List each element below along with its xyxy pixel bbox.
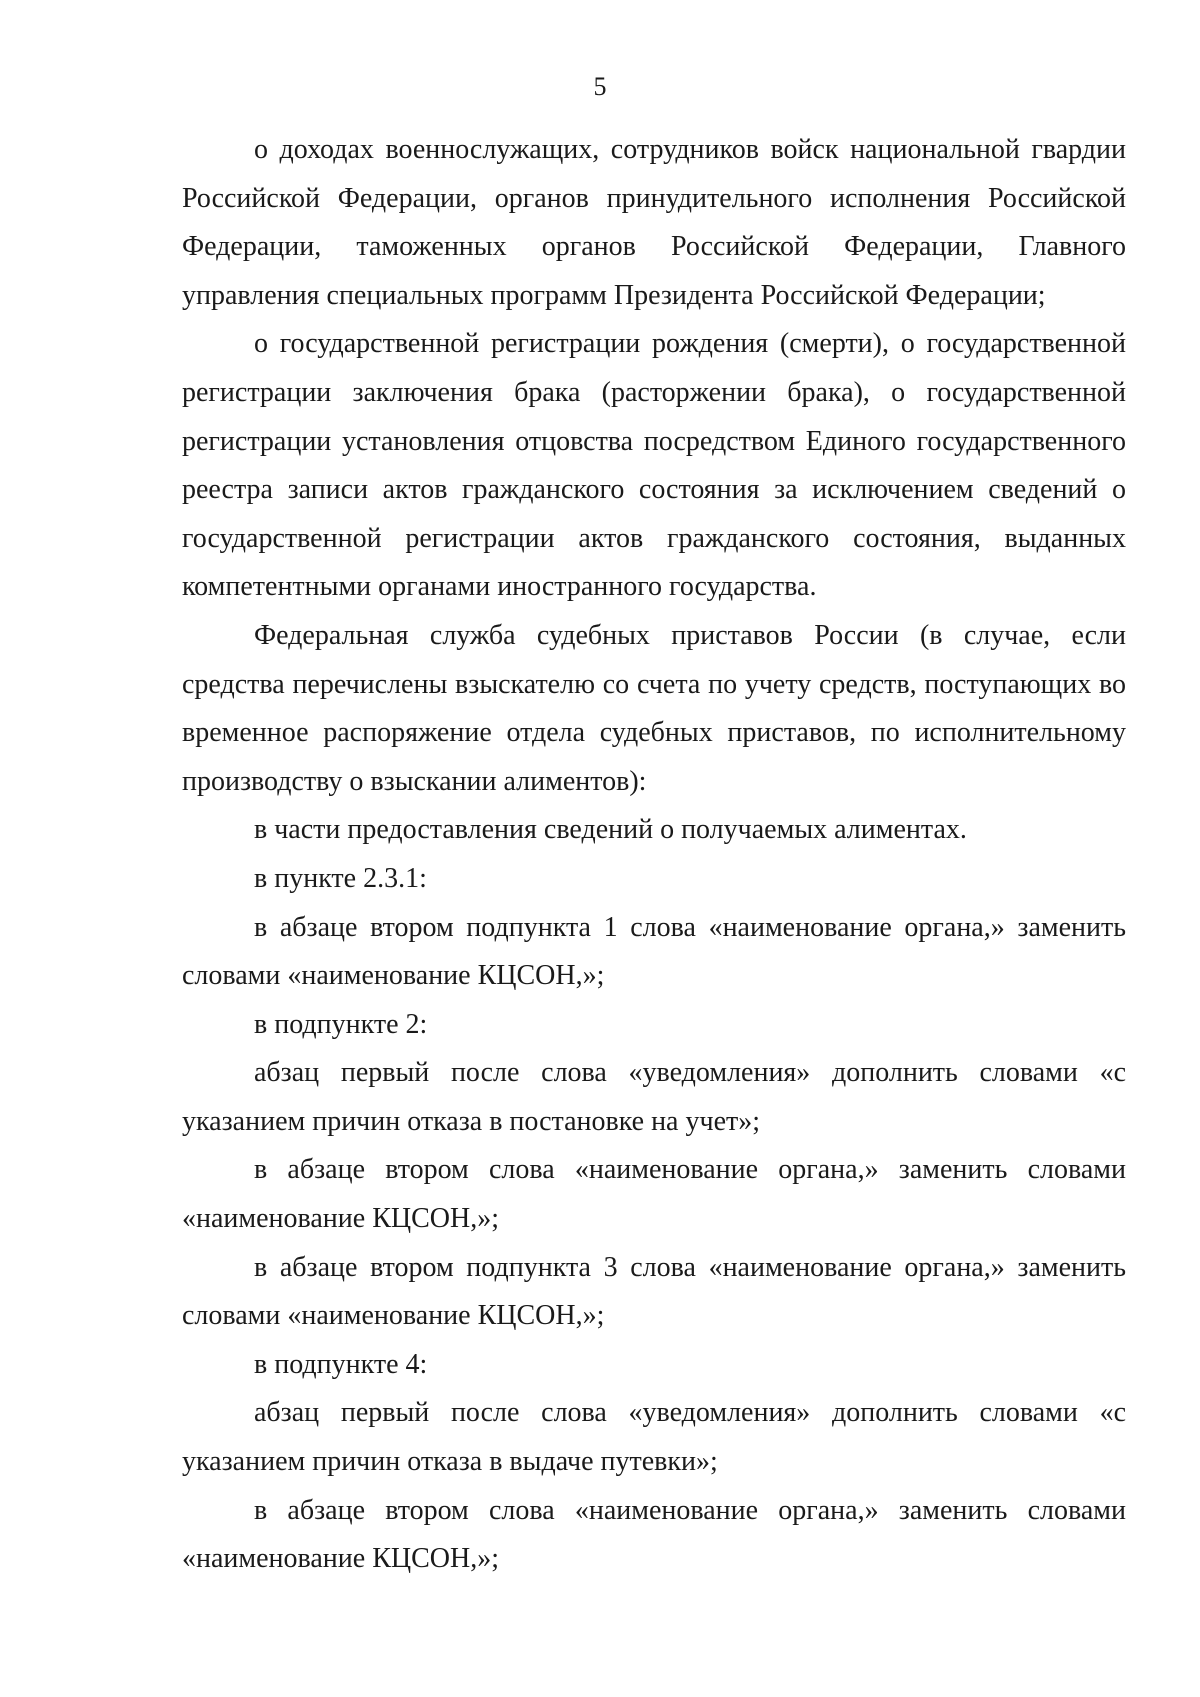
paragraph-subclause-4: в подпункте 4: [254, 1348, 428, 1380]
paragraph-subclause-4-first: абзац первый после слова «уведомления» дополнить словами «с указанием причин отказа в выдаче путевки»; [182, 1397, 1126, 1478]
page-number: 5 [593, 72, 607, 101]
paragraph-subclause-3-amend: в абзаце втором подпункта 3 слова «наименование органа,» заменить словами «наименование КЦСОН,»; [182, 1251, 1126, 1332]
paragraph-subclause-2-second: в абзаце втором слова «наименование органа,» заменить словами «наименование КЦСОН,»; [182, 1154, 1126, 1235]
paragraph-civil-registration: о государственной регистрации рождения (смерти), о государственной регистрации заключения брака (расторжении брака), о государственной регистрации установления отцовства посредством Единого государственного реестра записи актов гражданского состояния за исключением сведений о государственной регистрации актов гражданского состояния, выданных компетентными органами иностранного государства. [182, 328, 1126, 603]
document-body [182, 126, 1126, 1584]
paragraph-income-servicemen: о доходах военнослужащих, сотрудников войск национальной гвардии Российской Федерации, органов принудительного исполнения Российской Федерации, таможенных органов Российской Федерации, Главного управления специальных программ Президента Российской Федерации; [182, 134, 1126, 311]
paragraph-subclause-2-first: абзац первый после слова «уведомления» дополнить словами «с указанием причин отказа в постановке на учет»; [182, 1057, 1126, 1137]
paragraph-subclause-1-amend: в абзаце втором подпункта 1 слова «наименование органа,» заменить словами «наименование КЦСОН,»; [182, 911, 1126, 992]
paragraph-alimony-info: в части предоставления сведений о получаемых алиментах. [254, 814, 967, 846]
paragraph-clause-2-3-1: в пункте 2.3.1: [254, 862, 427, 894]
paragraph-subclause-4-second: в абзаце втором слова «наименование органа,» заменить словами «наименование КЦСОН,»; [182, 1494, 1126, 1575]
paragraph-bailiff-service: Федеральная служба судебных приставов России (в случае, если средства перечислены взыскателю со счета по учету средств, поступающих во временное распоряжение отдела судебных приставов, по исполнительному производству о взыскании алиментов): [182, 619, 1126, 797]
paragraph-subclause-2: в подпункте 2: [254, 1008, 428, 1040]
